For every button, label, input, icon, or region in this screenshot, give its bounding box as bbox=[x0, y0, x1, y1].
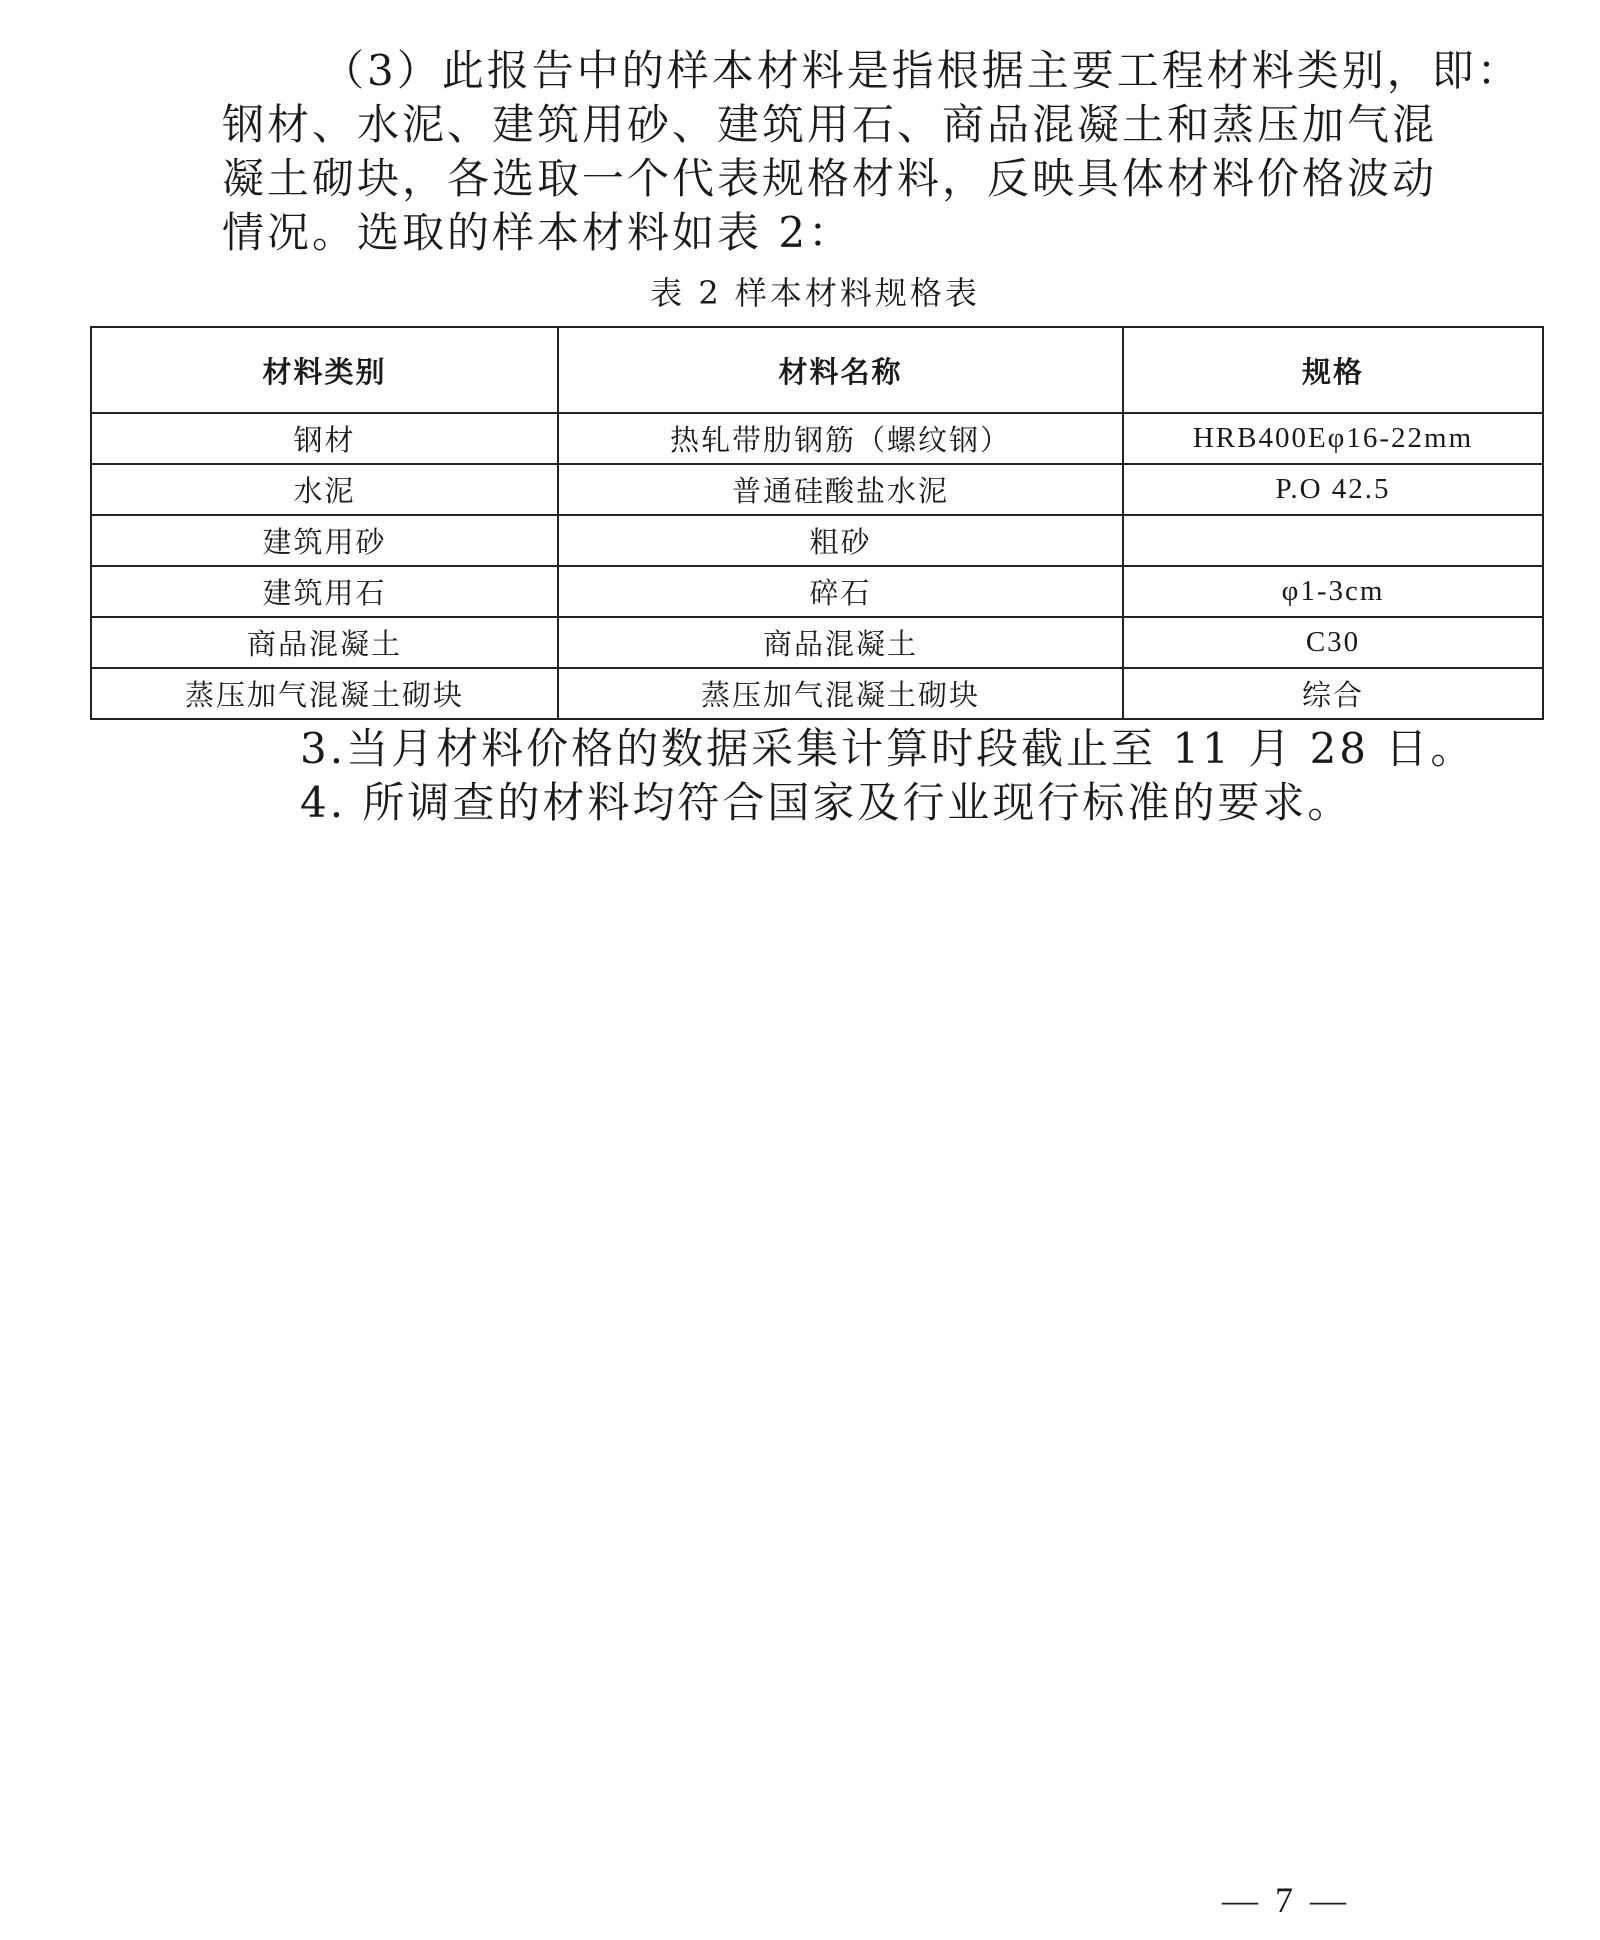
intro-line: 凝土砌块，各选取一个代表规格材料，反映具体材料价格波动 bbox=[222, 154, 1438, 203]
cell-material-name: 热轧带肋钢筋（螺纹钢） bbox=[558, 413, 1123, 464]
cell-category: 蒸压加气混凝土砌块 bbox=[91, 668, 558, 719]
header-category: 材料类别 bbox=[91, 327, 558, 413]
cell-category: 建筑用砂 bbox=[91, 515, 558, 566]
cell-material-name: 商品混凝土 bbox=[558, 617, 1123, 668]
table-caption: 表 2 样本材料规格表 bbox=[650, 274, 980, 312]
table-row bbox=[91, 668, 1543, 719]
cell-category: 商品混凝土 bbox=[91, 617, 558, 668]
cell-material-name: 蒸压加气混凝土砌块 bbox=[558, 668, 1123, 719]
cell-material-name: 粗砂 bbox=[558, 515, 1123, 566]
cell-specification: 综合 bbox=[1123, 668, 1543, 719]
table-row bbox=[91, 413, 1543, 464]
intro-line: 情况。选取的样本材料如表 2： bbox=[222, 208, 854, 257]
table-row bbox=[91, 617, 1543, 668]
note-data-collection-period: 3.当月材料价格的数据采集计算时段截止至 11 月 28 日。 bbox=[300, 724, 1476, 773]
cell-material-name: 碎石 bbox=[558, 566, 1123, 617]
cell-specification: C30 bbox=[1123, 617, 1543, 668]
cell-specification bbox=[1123, 515, 1543, 566]
intro-line: 钢材、水泥、建筑用砂、建筑用石、商品混凝土和蒸压加气混 bbox=[222, 100, 1438, 149]
note-standards-compliance: 4. 所调查的材料均符合国家及行业现行标准的要求。 bbox=[300, 778, 1353, 827]
cell-category: 钢材 bbox=[91, 413, 558, 464]
header-material-name: 材料名称 bbox=[558, 327, 1123, 413]
page-number: — 7 — bbox=[1222, 1880, 1350, 1920]
cell-specification: φ1-3cm bbox=[1123, 566, 1543, 617]
sample-material-spec-table bbox=[90, 326, 1544, 720]
intro-line: （3）此报告中的样本材料是指根据主要工程材料类别，即： bbox=[322, 46, 1522, 95]
table-header-row bbox=[91, 327, 1543, 413]
table-row bbox=[91, 566, 1543, 617]
cell-category: 建筑用石 bbox=[91, 566, 558, 617]
table-row bbox=[91, 464, 1543, 515]
cell-specification: P.O 42.5 bbox=[1123, 464, 1543, 515]
cell-category: 水泥 bbox=[91, 464, 558, 515]
cell-material-name: 普通硅酸盐水泥 bbox=[558, 464, 1123, 515]
header-specification: 规格 bbox=[1123, 327, 1543, 413]
table-row bbox=[91, 515, 1543, 566]
intro-paragraph bbox=[222, 44, 1522, 260]
cell-specification: HRB400Eφ16-22mm bbox=[1123, 413, 1543, 464]
